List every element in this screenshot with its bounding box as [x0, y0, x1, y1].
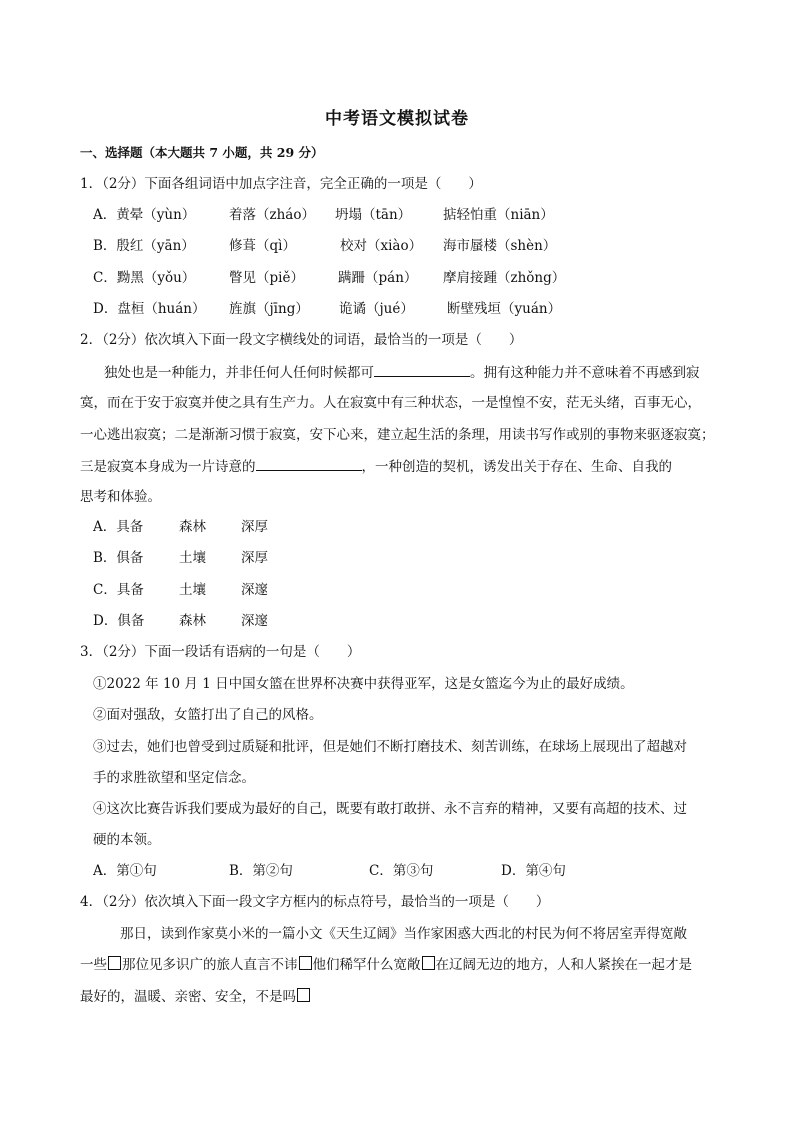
question-3-option-c[interactable]: C．第③句 [369, 863, 434, 879]
question-4-stem: 4．（2分）依次填入下面一段文字方框内的标点符号，最恰当的一项是（ ） [80, 894, 550, 910]
question-3-sentence-3-line-1: ③过去，她们也曾受到过质疑和批评，但是她们不断打磨技术、刻苦训练，在球场上展现出了超越对 [93, 739, 687, 755]
question-1-stem: 1．（2分）下面各组词语中加点字注音，完全正确的一项是（ ） [80, 176, 482, 192]
question-2-passage-line-4: 三是寂寞本身成为一片诗意的 ，一种创造的契机，诱发出关于存在、生命、自我的 [80, 456, 728, 477]
question-3-sentence-1: ①2022 年 10 月 1 日中国女篮在世界杯决赛中获得亚军，这是女篮迄今为止的最好成绩。 [93, 676, 634, 692]
question-3-option-a[interactable]: A．第①句 [93, 863, 157, 879]
punctuation-box[interactable] [297, 988, 310, 1002]
exam-page: 中考语文模拟试卷 一、选择题（本大题共 7 小题，共 29 分） 1．（2分）下面各组词语中加点字注音，完全正确的一项是（ ） A．黄晕（yùn） 着落（zháo） 坍塌（tān） 掂轻怕重（niān） B．殷红（yān） 修葺（qì） 校对（xiào） 海市蜃楼（shèn） C．黝黑（yǒu） 瞥见（piě） 蹒跚（pán） 摩肩接踵（zhǒng） D．盘桓（huán） 旌旗（jīng） 诡谲（jué） 断壁残垣（yuán） 2．（2分）依次填入下面一段文字横线处的词语，最恰当的一项是（ ） 独处也是一种能力，并非任何人任何时候都可 。拥有这种能力并不意味着不再感到寂 寞，而在于安于寂寞并使之具有生产力。人在寂寞中有三种状态，一是惶惶不安，茫无头绪，百事无心， 一心逃出寂寞；二是渐渐习惯于寂寞，安下心来，建立起生活的条理，用读书写作或别的事物来驱逐寂寞； 三是寂寞本身成为一片诗意的 ，一种创造的契机，诱发出关于存在、生命、自我的 思考和体验。 A．具备 森林 深厚 B．俱备 土壤 深厚 C．具备 土壤 深邃 D．俱备 森林 深邃 3．（2分）下面一段话有语病的一句是（ ） ①2022 年 10 月 1 日中国女篮在世界杯决赛中获得亚军，这是女篮迄今为止的最好成绩。 ②面对强敌，女篮打出了自己的风格。 ③过去，她们也曾受到过质疑和批评，但是她们不断打磨技术、刻苦训练，在球场上展现出了超越对 手的求胜欲望和坚定信念。 ④这次比赛告诉我们要成为最好的自己，既要有敢打敢拼、永不言弃的精神，又要有高超的技术、过 硬的本领。 A．第①句 B．第②句 C．第③句 D．第④句 4．（2分）依次填入下面一段文字方框内的标点符号，最恰当的一项是（ ） 那日，读到作家莫小米的一篇小文《天生辽阔》当作家困惑大西北的村民为何不将居室弄得宽敞 一些 那位见多识广的旅人直言不讳 他们稀罕什么宽敞 在辽阔无边的地方，人和人紧挨在一起才是 最好的，温暖、亲密、安全，不是吗 [0, 0, 794, 1123]
question-3-sentence-4-line-2: 硬的本领。 [93, 832, 161, 848]
question-3-sentence-3-line-2: 手的求胜欲望和坚定信念。 [93, 770, 255, 786]
question-4-passage-line-1: 那日，读到作家莫小米的一篇小文《天生辽阔》当作家困惑大西北的村民为何不将居室弄得宽敞 [120, 926, 687, 942]
answer-blank[interactable] [256, 456, 362, 471]
question-3-sentence-4-line-1: ④这次比赛告诉我们要成为最好的自己，既要有敢打敢拼、永不言弃的精神，又要有高超的技术、过 [93, 801, 687, 817]
question-2-passage-line-3: 一心逃出寂寞；二是渐渐习惯于寂寞，安下心来，建立起生活的条理，用读书写作或别的事物来驱逐寂寞； [80, 427, 715, 443]
question-3-option-d[interactable]: D．第④句 [501, 863, 566, 879]
question-3-option-b[interactable]: B．第②句 [229, 863, 293, 879]
question-4-passage-line-3: 最好的，温暖、亲密、安全，不是吗 [80, 987, 728, 1007]
answer-blank[interactable] [374, 362, 470, 377]
punctuation-box[interactable] [299, 956, 312, 970]
question-3-sentence-2: ②面对强敌，女篮打出了自己的风格。 [93, 707, 323, 723]
question-2-passage-line-1: 独处也是一种能力，并非任何人任何时候都可 。拥有这种能力并不意味着不再感到寂 [104, 362, 752, 383]
punctuation-box[interactable] [108, 956, 121, 970]
punctuation-box[interactable] [422, 956, 435, 970]
question-2-passage-line-5: 思考和体验。 [80, 489, 161, 505]
question-3-stem: 3．（2分）下面一段话有语病的一句是（ ） [80, 644, 361, 660]
page-title: 中考语文模拟试卷 [325, 109, 469, 129]
section-heading: 一、选择题（本大题共 7 小题，共 29 分） [80, 145, 324, 160]
question-2-passage-line-2: 寞，而在于安于寂寞并使之具有生产力。人在寂寞中有三种状态，一是惶惶不安，茫无头绪，百事无心， [80, 395, 701, 411]
question-4-passage-line-2: 一些 那位见多识广的旅人直言不讳 他们稀罕什么宽敞 在辽阔无边的地方，人和人紧挨在一起才是 [80, 957, 692, 973]
question-2-stem: 2．（2分）依次填入下面一段文字横线处的词语，最恰当的一项是（ ） [80, 332, 523, 348]
